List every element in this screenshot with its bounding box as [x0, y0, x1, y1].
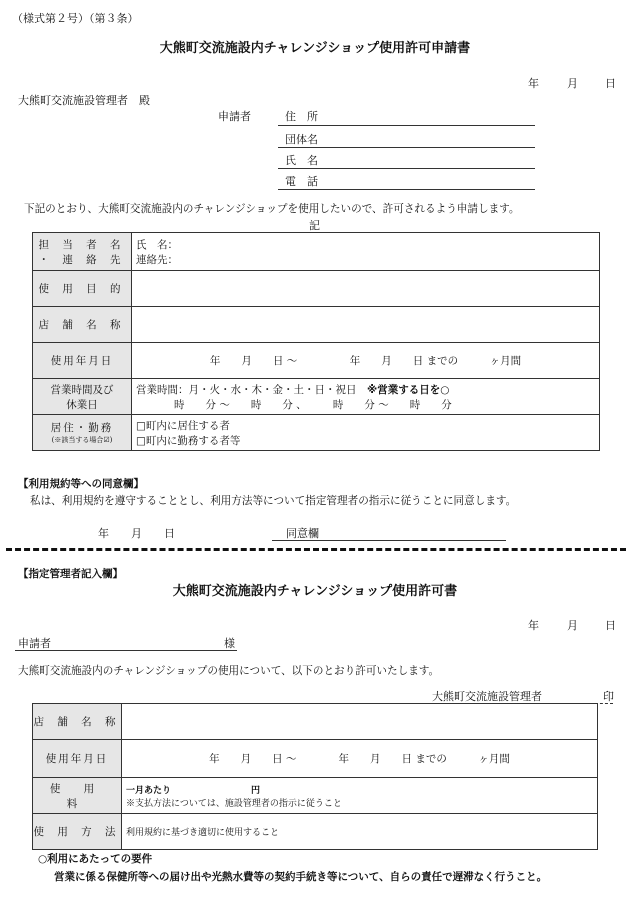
permit-section: 【指定管理者記入欄】 [18, 568, 123, 580]
permit-date-day: 日 [605, 619, 616, 632]
date-year: 年 [528, 77, 539, 90]
group-line[interactable] [278, 147, 535, 148]
residence-header: 居住・勤務 (※該当する場合☑) [33, 415, 132, 451]
hours-cell[interactable]: 営業時間：月・火・水・木・金・土・日・祝日 ※営業する日を○ 時 分 ～ 時 分 、 時 分 ～ 時 分 [132, 379, 600, 415]
shop-name-cell[interactable] [132, 307, 600, 343]
consent-heading: 【利用規約等への同意欄】 [18, 478, 144, 490]
work-checkbox[interactable]: □町内に勤務する者等 [136, 434, 241, 447]
permit-title: 大熊町交流施設内チャレンジショップ使用許可書 [172, 584, 458, 599]
method-cell[interactable]: 利用規約に基づき適切に使用すること [122, 814, 598, 850]
consent-text: 私は、利用規約を遵守することとし、利用方法等について指定管理者の指示に従うことに同意します。 [30, 495, 517, 507]
permit-shop-cell[interactable] [122, 704, 598, 740]
hours-header: 営業時間及び 休業日 [33, 379, 132, 415]
phone-line[interactable] [278, 189, 535, 190]
date-day: 日 [605, 77, 616, 90]
consent-date: 年 月 日 [98, 527, 175, 540]
period-cell[interactable]: 年 月 日 ～ 年 月 日 までの ヶ月間 [132, 343, 600, 379]
date-month: 月 [567, 77, 578, 90]
purpose-cell[interactable] [132, 271, 600, 307]
permit-date-month: 月 [567, 619, 578, 632]
requirements-text: 営業に係る保健所等への届け出や光熱水費等の契約手続き等について、自らの責任で遅滞なく行うこと。 [54, 871, 548, 883]
form-number: （様式第２号）（第３条） [12, 12, 139, 25]
consent-label: 同意欄 [286, 527, 319, 540]
hours-note: ※営業する日を○ [367, 383, 450, 396]
fee-header: 使 用 料 [33, 778, 122, 814]
application-intro: 下記のとおり、大熊町交流施設内のチャレンジショップを使用したいので、許可されるよう申請します。 [24, 203, 520, 215]
field-name-label: 氏 名 [285, 154, 318, 167]
permit-applicant-label: 申請者 [18, 637, 51, 650]
fee-cell[interactable]: 一月あたり 円 ※支払方法については、施設管理者の指示に従うこと [122, 778, 598, 814]
permit-applicant-line[interactable] [15, 650, 237, 651]
field-address-label: 住 所 [285, 110, 318, 123]
address-line[interactable] [278, 125, 535, 126]
cut-line [6, 548, 626, 551]
field-phone-label: 電 話 [285, 175, 318, 188]
seal-mark: 印 [603, 690, 614, 703]
reside-checkbox[interactable]: □町内に居住する者 [136, 419, 230, 432]
consent-signature-line[interactable] [272, 540, 506, 541]
field-group-label: 団体名 [285, 133, 318, 146]
application-table [32, 232, 600, 451]
period-header: 使用年月日 [33, 343, 132, 379]
ki-label: 記 [309, 219, 320, 232]
permit-period-cell[interactable]: 年 月 日 ～ 年 月 日 までの ヶ月間 [122, 740, 598, 778]
sama-label: 様 [224, 637, 235, 650]
application-title: 大熊町交流施設内チャレンジショップ使用許可申請書 [159, 41, 471, 56]
contact-cell[interactable]: 氏 名： 連絡先： [132, 233, 600, 271]
permit-period-header: 使用年月日 [33, 740, 122, 778]
permit-intro: 大熊町交流施設内のチャレンジショップの使用について、以下のとおり許可いたします。 [18, 665, 440, 677]
requirements-heading: ○利用にあたっての要件 [38, 853, 153, 865]
manager-label: 大熊町交流施設管理者 [432, 690, 542, 703]
permit-table [32, 703, 598, 850]
permit-date-year: 年 [528, 619, 539, 632]
contact-header: 担 当 者 名 ・ 連 絡 先 [33, 233, 132, 271]
addressee: 大熊町交流施設管理者 殿 [18, 94, 150, 107]
permit-shop-header: 店 舗 名 称 [33, 704, 122, 740]
name-line[interactable] [278, 168, 535, 169]
purpose-header: 使 用 目 的 [33, 271, 132, 307]
applicant-label: 申請者 [218, 110, 251, 123]
residence-cell[interactable] [132, 415, 600, 451]
method-header: 使 用 方 法 [33, 814, 122, 850]
shop-name-header: 店 舗 名 称 [33, 307, 132, 343]
